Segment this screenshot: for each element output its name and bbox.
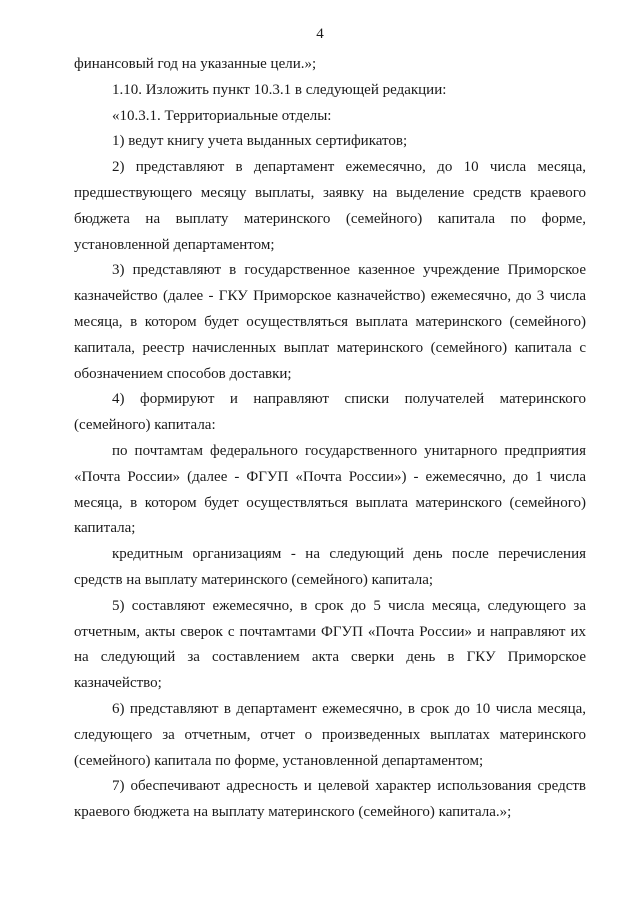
- page-number: 4: [316, 26, 324, 42]
- paragraph-item-4: 4) формируют и направляют списки получателей материнского (семейного) капитала:: [74, 391, 586, 434]
- paragraph-item-2: 2) представляют в департамент ежемесячно, до 10 числа месяца, предшествующего месяцу выплаты, заявку на выделение средств краевого бюджета на выплату материнского (семейного) капитала по форме, установленной департаментом;: [74, 159, 586, 253]
- paragraph-item-7: 7) обеспечивают адресность и целевой характер использования средств краевого бюджета на выплату материнского (семейного) капитала.»;: [74, 778, 586, 821]
- paragraph-item-4-credit-organizations: кредитным организациям - на следующий день после перечисления средств на выплату материнского (семейного) капитала;: [74, 546, 586, 588]
- paragraph-clause-10-3-1: «10.3.1. Территориальные отделы:: [112, 107, 332, 124]
- document-body: [74, 52, 586, 826]
- paragraph-item-4-post-offices: по почтамтам федерального государственного унитарного предприятия «Почта России» (далее - ФГУП «Почта России») - ежемесячно, до 1 числа месяца, в котором будет осуществляться выплата материнского (семейного) капитала;: [74, 442, 586, 537]
- paragraph-continuation: финансовый год на указанные цели.»;: [74, 56, 317, 72]
- paragraph-item-1: 1) ведут книгу учета выданных сертификатов;: [112, 133, 408, 150]
- paragraph-item-3: 3) представляют в государственное казенное учреждение Приморское казначейство (далее - ГКУ Приморское казначейство) ежемесячно, до 3 числа месяца, в котором будет осуществляться выплата материнского (семейного) капитала, реестр начисленных выплат материнского (семейного) капитала с обозначением способов доставки;: [74, 262, 586, 382]
- paragraph-amendment-1-10: 1.10. Изложить пункт 10.3.1 в следующей редакции:: [112, 81, 447, 98]
- paragraph-item-6: 6) представляют в департамент ежемесячно, в срок до 10 числа месяца, следующего за отчетным, отчет о произведенных выплатах материнского (семейного) капитала по форме, установленной департаментом;: [74, 700, 586, 769]
- paragraph-item-5: 5) составляют ежемесячно, в срок до 5 числа месяца, следующего за отчетным, акты сверок с почтамтами ФГУП «Почта России» и направляют их на следующий за составлением акта сверки день в ГКУ Приморское казначейство;: [74, 597, 586, 692]
